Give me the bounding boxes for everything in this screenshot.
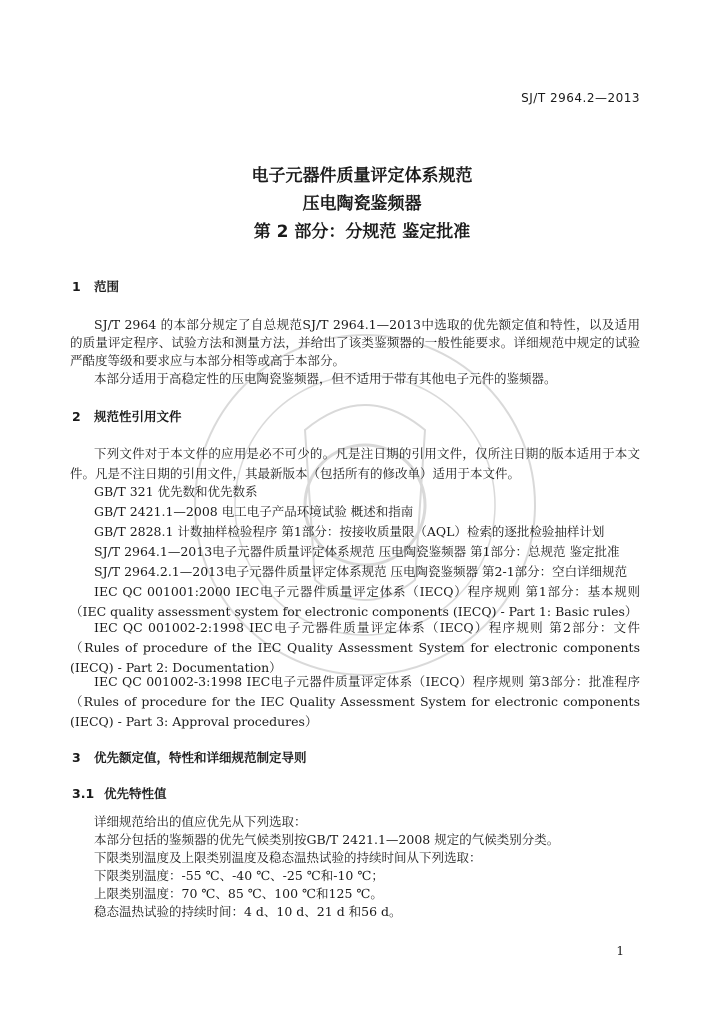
text-line: 上限类别温度：70 ℃、85 ℃、100 ℃和125 ℃。 bbox=[94, 886, 383, 901]
reference-item: SJ/T 2964.1—2013电子元器件质量评定体系规范 压电陶瓷鉴频器 第1部分：总规范 鉴定批准 bbox=[94, 544, 620, 559]
section-1-paragraph-2: 本部分适用于高稳定性的压电陶瓷鉴频器，但不适用于带有其他电子元件的鉴频器。 bbox=[94, 371, 557, 386]
reference-item: IEC QC 001002-2:1998 IEC电子元器件质量评定体系（IECQ）程序规则 第2部分：文件（Rules of procedure of the IEC Quality Assessment System for electronic components (IECQ) - Part 2: Documentation） bbox=[70, 620, 640, 675]
document-title-line1: 电子元器件质量评定体系规范 bbox=[251, 166, 473, 186]
text-line: 下限类别温度：-55 ℃、-40 ℃、-25 ℃和-10 ℃； bbox=[94, 868, 384, 883]
section-title: 优先特性值 bbox=[104, 786, 167, 801]
text-line: 稳态温热试验的持续时间：4 d、10 d、21 d 和56 d。 bbox=[94, 904, 402, 919]
text-line: 本部分包括的鉴频器的优先气候类别按GB/T 2421.1—2008 规定的气候类别分类。 bbox=[94, 832, 560, 847]
section-3-1-heading bbox=[72, 784, 167, 802]
reference-item: GB/T 321 优先数和优先数系 bbox=[94, 484, 258, 499]
section-2-intro: 下列文件对于本文件的应用是必不可少的。凡是注日期的引用文件，仅所注日期的版本适用于本文件。凡是不注日期的引用文件，其最新版本（包括所有的修改单）适用于本文件。 bbox=[70, 446, 640, 481]
section-title: 范围 bbox=[94, 279, 120, 294]
section-number: 3.1 bbox=[72, 786, 95, 801]
text-line: 详细规范给出的值应优先从下列选取： bbox=[94, 814, 307, 829]
standard-code: SJ/T 2964.2—2013 bbox=[521, 91, 640, 105]
section-1-heading bbox=[72, 277, 119, 295]
section-number: 1 bbox=[72, 279, 81, 294]
reference-item: GB/T 2828.1 计数抽样检验程序 第1部分：按接收质量限（AQL）检索的逐批检验抽样计划 bbox=[94, 524, 605, 539]
reference-item: IEC QC 001001:2000 IEC电子元器件质量评定体系（IECQ）程序规则 第1部分：基本规则（IEC quality assessment system for electronic components (IECQ) - Part 1: Basic rules） bbox=[70, 584, 640, 619]
reference-item: IEC QC 001002-3:1998 IEC电子元器件质量评定体系（IECQ）程序规则 第3部分：批准程序（Rules of procedure for the IEC Quality Assessment System for electronic components (IECQ) - Part 3: Approval procedures） bbox=[70, 674, 640, 729]
text-line: 下限类别温度及上限类别温度及稳态温热试验的持续时间从下列选取： bbox=[94, 850, 482, 865]
section-number: 3 bbox=[72, 750, 81, 765]
document-title-line2: 压电陶瓷鉴频器 bbox=[302, 194, 422, 214]
section-number: 2 bbox=[72, 409, 81, 424]
reference-item: GB/T 2421.1—2008 电工电子产品环境试验 概述和指南 bbox=[94, 504, 414, 519]
section-2-heading bbox=[72, 407, 182, 425]
section-3-heading bbox=[72, 748, 307, 766]
document-title-line3: 第 2 部分：分规范 鉴定批准 bbox=[253, 222, 471, 242]
section-title: 规范性引用文件 bbox=[94, 409, 182, 424]
section-1-paragraph-1: SJ/T 2964 的本部分规定了自总规范SJ/T 2964.1—2013中选取的优先额定值和特性，以及适用的质量评定程序、试验方法和测量方法，并给出了该类鉴频器的一般性能要求。详细规范中规定的试验严酷度等级和要求应与本部分相等或高于本部分。 bbox=[70, 317, 640, 368]
reference-item: SJ/T 2964.2.1—2013电子元器件质量评定体系规范 压电陶瓷鉴频器 第2-1部分：空白详细规范 bbox=[94, 564, 628, 579]
page-number: 1 bbox=[616, 944, 624, 958]
section-title: 优先额定值，特性和详细规范制定导则 bbox=[94, 750, 307, 765]
